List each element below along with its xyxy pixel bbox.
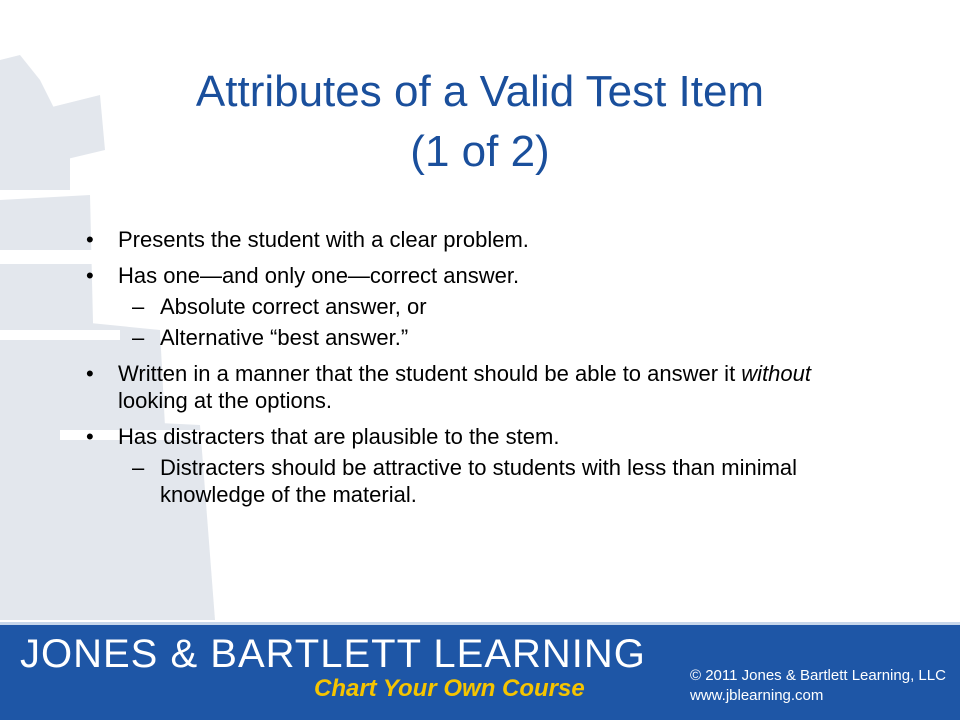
bullet-item bbox=[80, 226, 880, 253]
bullet-marker: • bbox=[86, 424, 94, 449]
slide-title bbox=[60, 62, 900, 182]
bullet-text: Has one—and only one—correct answer. bbox=[118, 263, 520, 288]
bullet-list bbox=[80, 226, 880, 508]
sub-bullet-text: Absolute correct answer, or bbox=[160, 294, 427, 319]
publisher-tagline: Chart Your Own Course bbox=[314, 675, 585, 702]
bullet-text-before: Written in a manner that the student should be able to answer it bbox=[118, 361, 742, 386]
sub-bullet-marker: – bbox=[132, 455, 145, 480]
bullet-text-after: looking at the options. bbox=[118, 388, 333, 413]
copyright-text: © 2011 Jones & Bartlett Learning, LLC bbox=[690, 667, 946, 684]
bullet-text: Has distracters that are plausible to the stem. bbox=[118, 424, 560, 449]
footer-divider bbox=[0, 622, 960, 625]
sub-bullet-item bbox=[80, 324, 880, 351]
bullet-marker: • bbox=[86, 361, 94, 386]
sub-bullet-text: Distracters should be attractive to students with less than minimal knowledge of the material. bbox=[160, 455, 798, 507]
bullet-text: Presents the student with a clear problem. bbox=[118, 227, 529, 252]
bullet-marker: • bbox=[86, 227, 94, 252]
bullet-item bbox=[80, 423, 880, 450]
bullet-marker: • bbox=[86, 263, 94, 288]
sub-bullet-marker: – bbox=[132, 325, 145, 350]
bullet-item bbox=[80, 262, 880, 289]
website-text: www.jblearning.com bbox=[690, 687, 824, 704]
copyright-block bbox=[690, 666, 946, 706]
sub-bullet-item bbox=[80, 454, 880, 508]
bullet-item bbox=[80, 360, 880, 414]
sub-bullet-marker: – bbox=[132, 294, 145, 319]
slide-title-line-1: Attributes of a Valid Test Item bbox=[195, 67, 765, 116]
sub-bullet-item bbox=[80, 293, 880, 320]
sub-bullet-text: Alternative “best answer.” bbox=[160, 325, 409, 350]
publisher-brand: JONES & BARTLETT LEARNING bbox=[20, 632, 646, 676]
slide-title-line-2: (1 of 2) bbox=[410, 127, 550, 176]
bullet-text-italic: without bbox=[741, 361, 812, 386]
